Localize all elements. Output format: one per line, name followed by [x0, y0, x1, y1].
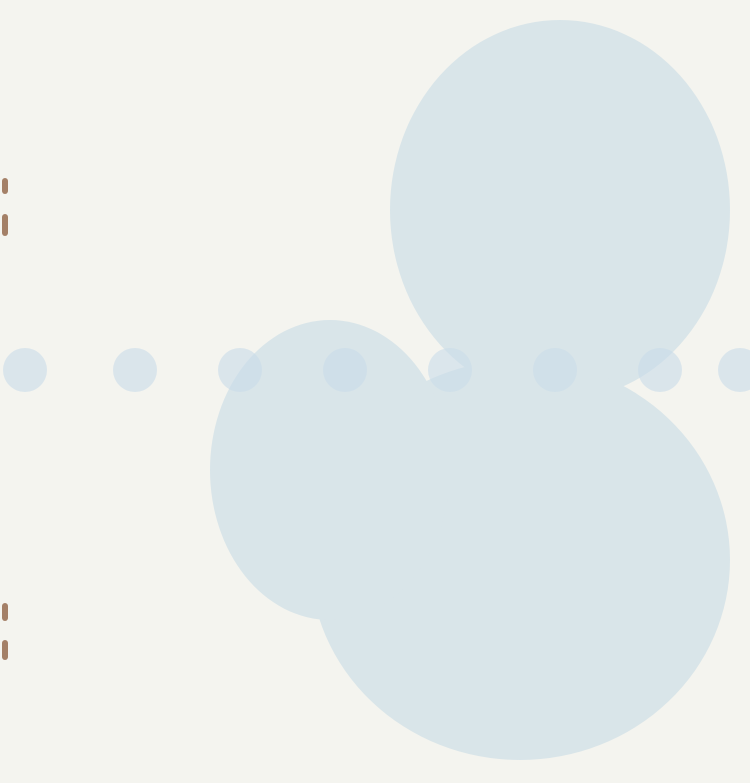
binding-mark [2, 214, 8, 236]
binding-mark [2, 603, 8, 621]
binding-mark [2, 640, 8, 660]
watermark-rider-silhouette [390, 20, 730, 400]
binding-mark [2, 178, 8, 194]
